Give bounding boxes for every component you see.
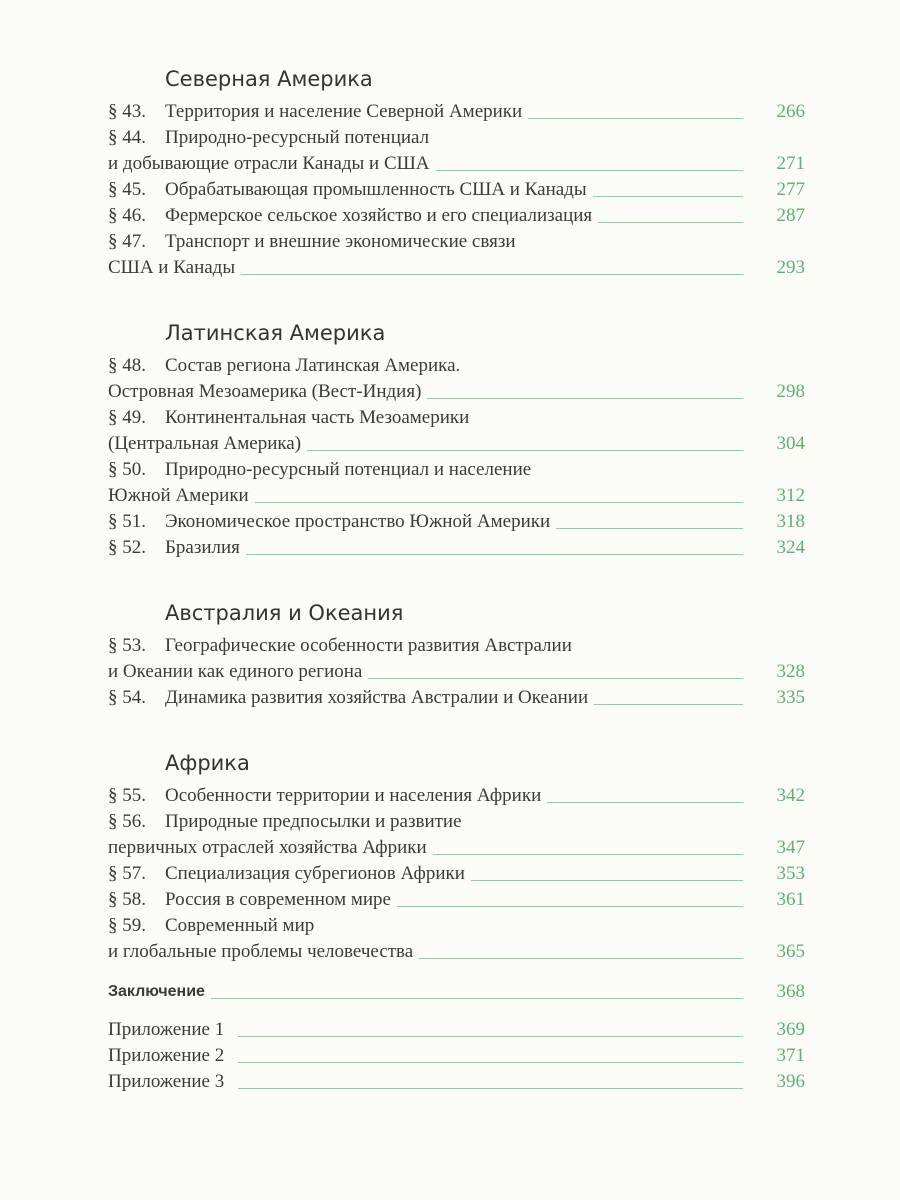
page-number: 266 [776, 101, 805, 122]
section-number: § 44. [108, 127, 146, 148]
toc-entry [108, 405, 805, 431]
section-number: § 49. [108, 407, 146, 428]
section-number: § 51. [108, 511, 146, 532]
section-number: § 55. [108, 785, 146, 806]
entry-title: Бразилия [165, 537, 240, 558]
toc-entry-appendix[interactable] [108, 1043, 805, 1069]
toc-entry[interactable] [108, 685, 805, 711]
toc-entry[interactable] [108, 379, 805, 405]
page-number: 324 [776, 537, 805, 558]
leader-line [211, 998, 743, 999]
leader-line [238, 1088, 743, 1089]
section-number: § 50. [108, 459, 146, 480]
entry-title: Природные предпосылки и развитие [165, 811, 462, 832]
toc-entry [108, 633, 805, 659]
toc-entry[interactable] [108, 255, 805, 281]
entry-title: Приложение 2 [108, 1045, 225, 1066]
toc-entry [108, 913, 805, 939]
page-number: 287 [776, 205, 805, 226]
leader-line [427, 398, 743, 399]
entry-title: Особенности территории и населения Африки [165, 785, 542, 806]
toc-entry [108, 353, 805, 379]
entry-title: Состав региона Латинская Америка. [165, 355, 461, 376]
section-number: § 53. [108, 635, 146, 656]
entry-title: Южной Америки [108, 485, 249, 506]
leader-line [528, 118, 743, 119]
entry-title: (Центральная Америка) [108, 433, 302, 454]
toc-entry[interactable] [108, 483, 805, 509]
entry-title: и добывающие отрасли Канады и США [108, 153, 430, 174]
entry-title: Обрабатывающая промышленность США и Канады [165, 179, 587, 200]
section-number: § 57. [108, 863, 146, 884]
toc-entry-conclusion[interactable] [108, 979, 805, 1005]
leader-line [593, 196, 743, 197]
leader-line [368, 678, 743, 679]
toc-entry[interactable] [108, 535, 805, 561]
entry-title: Географические особенности развития Австралии [165, 635, 572, 656]
section-number: § 54. [108, 687, 146, 708]
entry-title: первичных отраслей хозяйства Африки [108, 837, 427, 858]
leader-line [238, 1036, 743, 1037]
page-number: 312 [776, 485, 805, 506]
page-number: 335 [776, 687, 805, 708]
page-number: 369 [776, 1019, 805, 1040]
entry-title: Природно-ресурсный потенциал [165, 127, 430, 148]
leader-line [255, 502, 743, 503]
toc-entry [108, 125, 805, 151]
toc-entry [108, 809, 805, 835]
leader-line [241, 274, 743, 275]
page-number: 353 [776, 863, 805, 884]
toc-entry [108, 229, 805, 255]
entry-title: Территория и население Северной Америки [165, 101, 523, 122]
toc-entry[interactable] [108, 939, 805, 965]
entry-title: Природно-ресурсный потенциал и население [165, 459, 532, 480]
section-number: § 43. [108, 101, 146, 122]
toc-entry[interactable] [108, 835, 805, 861]
entry-title: Экономическое пространство Южной Америки [165, 511, 551, 532]
entry-title: Динамика развития хозяйства Австралии и Океании [165, 687, 589, 708]
leader-line [433, 854, 743, 855]
entry-title: Современный мир [165, 915, 315, 936]
toc-entry [108, 457, 805, 483]
section-number: § 48. [108, 355, 146, 376]
leader-line [238, 1062, 743, 1063]
leader-line [397, 906, 743, 907]
page-number: 368 [776, 981, 805, 1002]
page-number: 298 [776, 381, 805, 402]
entry-title: Заключение [108, 983, 205, 1000]
toc-entry[interactable] [108, 431, 805, 457]
toc-entry[interactable] [108, 887, 805, 913]
section-number: § 46. [108, 205, 146, 226]
page-number: 271 [776, 153, 805, 174]
toc-entry[interactable] [108, 99, 805, 125]
page-number: 342 [776, 785, 805, 806]
toc-entry-appendix[interactable] [108, 1017, 805, 1043]
section-number: § 56. [108, 811, 146, 832]
leader-line [598, 222, 743, 223]
toc-entry[interactable] [108, 151, 805, 177]
page-number: 347 [776, 837, 805, 858]
entry-title: Специализация субрегионов Африки [165, 863, 465, 884]
page-number: 365 [776, 941, 805, 962]
leader-line [246, 554, 743, 555]
section-number: § 58. [108, 889, 146, 910]
toc-entry[interactable] [108, 659, 805, 685]
entry-title: США и Канады [108, 257, 236, 278]
entry-title: Транспорт и внешние экономические связи [165, 231, 516, 252]
leader-line [471, 880, 743, 881]
entry-title: и Океании как единого региона [108, 661, 363, 682]
toc-entry-appendix[interactable] [108, 1069, 805, 1095]
leader-line [436, 170, 743, 171]
entry-title: Фермерское сельское хозяйство и его специализация [165, 205, 593, 226]
leader-line [307, 450, 743, 451]
page-number: 371 [776, 1045, 805, 1066]
page-number: 318 [776, 511, 805, 532]
page-number: 396 [776, 1071, 805, 1092]
toc-entry[interactable] [108, 203, 805, 229]
section-heading: Австралия и Океания [165, 601, 404, 625]
section-number: § 59. [108, 915, 146, 936]
leader-line [556, 528, 743, 529]
page-number: 361 [776, 889, 805, 910]
page-number: 304 [776, 433, 805, 454]
toc-entry[interactable] [108, 509, 805, 535]
entry-title: Россия в современном мире [165, 889, 391, 910]
section-number: § 47. [108, 231, 146, 252]
entry-title: Островная Мезоамерика (Вест-Индия) [108, 381, 422, 402]
entry-title: Приложение 1 [108, 1019, 225, 1040]
entry-title: Континентальная часть Мезоамерики [165, 407, 470, 428]
leader-line [547, 802, 743, 803]
toc-entry[interactable] [108, 861, 805, 887]
toc-entry[interactable] [108, 177, 805, 203]
section-heading: Северная Америка [165, 67, 373, 91]
entry-title: и глобальные проблемы человечества [108, 941, 414, 962]
section-number: § 45. [108, 179, 146, 200]
toc-entry[interactable] [108, 783, 805, 809]
page-number: 277 [776, 179, 805, 200]
leader-line [594, 704, 743, 705]
leader-line [419, 958, 743, 959]
entry-title: Приложение 3 [108, 1071, 225, 1092]
page-number: 293 [776, 257, 805, 278]
section-heading: Африка [165, 751, 250, 775]
section-heading: Латинская Америка [165, 321, 386, 345]
section-number: § 52. [108, 537, 146, 558]
page-number: 328 [776, 661, 805, 682]
